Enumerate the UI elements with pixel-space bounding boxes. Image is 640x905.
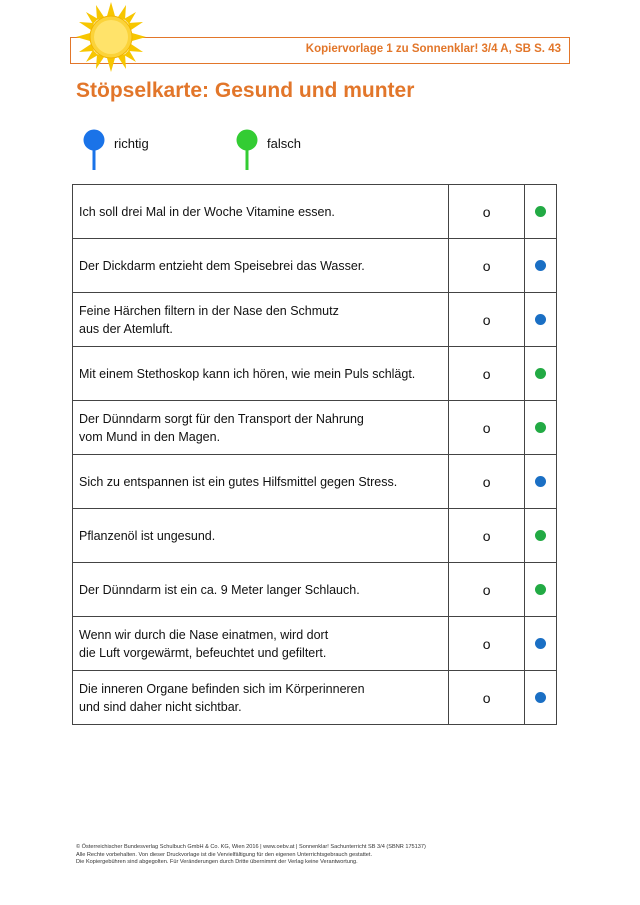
- answer-dot-cell: [525, 347, 557, 401]
- statement-text: die Luft vorgewärmt, befeuchtet und gefiltert.: [79, 645, 327, 660]
- green-dot-icon: [535, 422, 546, 433]
- answer-dot-cell: [525, 509, 557, 563]
- blue-dot-icon: [535, 692, 546, 703]
- statement-text: Der Dünndarm sorgt für den Transport der Nahrung: [79, 411, 364, 426]
- legend-label-richtig: richtig: [114, 136, 149, 151]
- statement-cell: [73, 293, 449, 347]
- table-row: [73, 401, 557, 455]
- blue-dot-icon: [535, 638, 546, 649]
- statement-text: Mit einem Stethoskop kann ich hören, wie mein Puls schlägt.: [79, 366, 416, 381]
- statement-cell: [73, 671, 449, 725]
- hole-marker: o: [449, 239, 525, 293]
- table-row: [73, 185, 557, 239]
- footer: [76, 844, 426, 867]
- statement-text: vom Mund in den Magen.: [79, 429, 221, 444]
- blue-dot-icon: [535, 476, 546, 487]
- hole-marker: o: [449, 293, 525, 347]
- hole-marker: o: [449, 509, 525, 563]
- statement-cell: [73, 239, 449, 293]
- statement-table: [72, 184, 557, 725]
- statement-cell: [73, 347, 449, 401]
- answer-dot-cell: [525, 293, 557, 347]
- page-title: Stöpselkarte: Gesund und munter: [76, 79, 415, 102]
- footer-line: Die Kopiergebühren sind abgegolten. Für Veränderungen durch Dritte übernimmt der Verlag keine Verantwortung.: [76, 859, 358, 865]
- hole-marker: o: [449, 455, 525, 509]
- statement-cell: [73, 185, 449, 239]
- answer-dot-cell: [525, 617, 557, 671]
- hole-marker: o: [449, 671, 525, 725]
- statement-text: Feine Härchen filtern in der Nase den Schmutz: [79, 303, 339, 318]
- blue-dot-icon: [535, 260, 546, 271]
- statement-text: aus der Atemluft.: [79, 321, 173, 336]
- statement-text: Pflanzenöl ist ungesund.: [79, 528, 216, 543]
- green-dot-icon: [535, 530, 546, 541]
- statement-text: Die inneren Organe befinden sich im Körperinneren: [79, 681, 365, 696]
- statement-text: Ich soll drei Mal in der Woche Vitamine essen.: [79, 204, 335, 219]
- footer-line: © Österreichischer Bundesverlag Schulbuch GmbH & Co. KG, Wien 2016 | www.oebv.at | Sonnenklar! Sachunterricht SB 3/4 (SBNR 175137): [76, 844, 426, 850]
- statement-cell: [73, 455, 449, 509]
- hole-marker: o: [449, 563, 525, 617]
- table-row: [73, 563, 557, 617]
- blue-pin-icon: [82, 128, 106, 172]
- table-row: [73, 293, 557, 347]
- hole-marker: o: [449, 401, 525, 455]
- statement-cell: [73, 509, 449, 563]
- statement-cell: [73, 563, 449, 617]
- table-row: [73, 509, 557, 563]
- statement-cell: [73, 401, 449, 455]
- statement-cell: [73, 617, 449, 671]
- footer-line: Alle Rechte vorbehalten. Von dieser Druckvorlage ist die Vervielfältigung für den eigenen Unterrichtsgebrauch gestattet.: [76, 851, 373, 858]
- statement-text: und sind daher nicht sichtbar.: [79, 699, 242, 714]
- legend-label-falsch: falsch: [267, 136, 301, 151]
- table-row: [73, 671, 557, 725]
- hole-marker: o: [449, 347, 525, 401]
- table-row: [73, 617, 557, 671]
- table-row: [73, 239, 557, 293]
- answer-dot-cell: [525, 671, 557, 725]
- table-row: [73, 347, 557, 401]
- green-pin-icon: [235, 128, 259, 172]
- table-row: [73, 455, 557, 509]
- green-dot-icon: [535, 368, 546, 379]
- answer-dot-cell: [525, 401, 557, 455]
- answer-dot-cell: [525, 239, 557, 293]
- green-dot-icon: [535, 206, 546, 217]
- green-dot-icon: [535, 584, 546, 595]
- header-text: Kopiervorlage 1 zu Sonnenklar! 3/4 A, SB S. 43: [305, 43, 561, 55]
- sun-icon: [76, 2, 146, 72]
- statement-text: Der Dickdarm entzieht dem Speisebrei das Wasser.: [79, 258, 365, 273]
- statement-text: Wenn wir durch die Nase einatmen, wird dort: [79, 627, 329, 642]
- hole-marker: o: [449, 185, 525, 239]
- answer-dot-cell: [525, 563, 557, 617]
- blue-dot-icon: [535, 314, 546, 325]
- statement-text: Sich zu entspannen ist ein gutes Hilfsmittel gegen Stress.: [79, 474, 398, 489]
- answer-dot-cell: [525, 185, 557, 239]
- statement-text: Der Dünndarm ist ein ca. 9 Meter langer Schlauch.: [79, 582, 360, 597]
- answer-dot-cell: [525, 455, 557, 509]
- hole-marker: o: [449, 617, 525, 671]
